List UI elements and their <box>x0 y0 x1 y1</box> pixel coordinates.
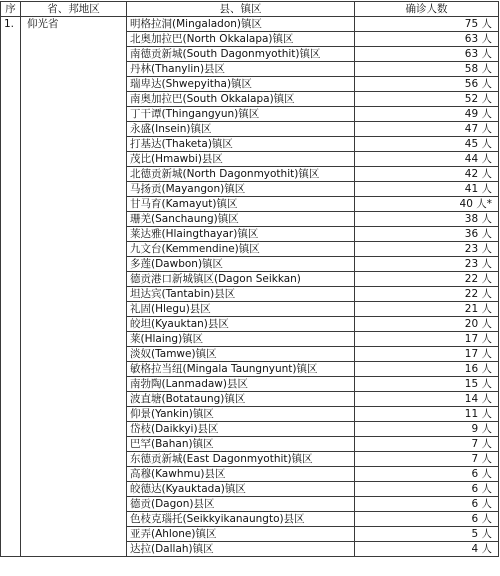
cell-seq <box>1 422 21 437</box>
cell-count: 23 人 <box>355 242 499 257</box>
cell-count: 17 人 <box>355 332 499 347</box>
table-row <box>1 77 499 92</box>
table-header <box>1 2 499 17</box>
cell-seq <box>1 497 21 512</box>
cell-count: 14 人 <box>355 392 499 407</box>
table-row <box>1 482 499 497</box>
cell-seq <box>1 362 21 377</box>
table-row <box>1 377 499 392</box>
cell-province <box>21 32 127 47</box>
cell-township: 北德贡新城(North Dagonmyothit)镇区 <box>127 167 355 182</box>
table-row <box>1 107 499 122</box>
cell-seq <box>1 182 21 197</box>
cell-province <box>21 467 127 482</box>
table-row <box>1 437 499 452</box>
cell-seq <box>1 92 21 107</box>
cell-seq <box>1 167 21 182</box>
cell-township: 丹林(Thanylin)县区 <box>127 62 355 77</box>
cell-count: 5 人 <box>355 527 499 542</box>
cell-township: 高穆(Kawhmu)县区 <box>127 467 355 482</box>
cell-township: 淡奴(Tamwe)镇区 <box>127 347 355 362</box>
cell-count: 49 人 <box>355 107 499 122</box>
cell-township: 马扬贡(Mayangon)镇区 <box>127 182 355 197</box>
cell-province <box>21 92 127 107</box>
cell-township: 坦达宾(Tantabin)县区 <box>127 287 355 302</box>
table-row <box>1 392 499 407</box>
cell-count: 45 人 <box>355 137 499 152</box>
cell-seq <box>1 377 21 392</box>
cell-township: 永盛(Insein)镇区 <box>127 122 355 137</box>
table-row <box>1 257 499 272</box>
cell-seq <box>1 317 21 332</box>
cell-province <box>21 272 127 287</box>
table-row <box>1 47 499 62</box>
cell-count: 9 人 <box>355 422 499 437</box>
document-page <box>0 1 498 557</box>
table-row <box>1 122 499 137</box>
cell-seq <box>1 392 21 407</box>
cell-township: 敏格拉当纽(Mingala Taungnyunt)镇区 <box>127 362 355 377</box>
cell-province <box>21 527 127 542</box>
cell-seq <box>1 122 21 137</box>
cell-seq <box>1 302 21 317</box>
cell-province <box>21 257 127 272</box>
cell-seq <box>1 107 21 122</box>
table-row <box>1 467 499 482</box>
cell-province <box>21 317 127 332</box>
table-row <box>1 527 499 542</box>
cell-seq <box>1 47 21 62</box>
cell-seq <box>1 512 21 527</box>
cell-seq <box>1 287 21 302</box>
cell-count: 23 人 <box>355 257 499 272</box>
table-row <box>1 422 499 437</box>
cell-province <box>21 62 127 77</box>
cell-province <box>21 452 127 467</box>
cell-township: 南奥加拉巴(South Okkalapa)镇区 <box>127 92 355 107</box>
cell-township: 甘马育(Kamayut)镇区 <box>127 197 355 212</box>
cell-province <box>21 47 127 62</box>
cell-seq <box>1 272 21 287</box>
table-row <box>1 452 499 467</box>
cell-province <box>21 227 127 242</box>
cell-count: 6 人 <box>355 512 499 527</box>
cell-province <box>21 347 127 362</box>
cell-seq <box>1 257 21 272</box>
cell-count: 6 人 <box>355 482 499 497</box>
cell-province <box>21 407 127 422</box>
table-row <box>1 137 499 152</box>
cell-count: 4 人 <box>355 542 499 557</box>
cell-township: 礼固(Hlegu)县区 <box>127 302 355 317</box>
cell-province <box>21 152 127 167</box>
cell-province <box>21 242 127 257</box>
cell-count: 63 人 <box>355 32 499 47</box>
cell-province <box>21 422 127 437</box>
table-row <box>1 182 499 197</box>
cell-province <box>21 107 127 122</box>
cell-seq <box>1 332 21 347</box>
cell-township: 巴罕(Bahan)镇区 <box>127 437 355 452</box>
cell-province <box>21 137 127 152</box>
table-row <box>1 542 499 557</box>
cell-township: 明格拉洞(Mingaladon)镇区 <box>127 17 355 32</box>
cell-province <box>21 287 127 302</box>
cell-township: 皎坦(Kyauktan)县区 <box>127 317 355 332</box>
cell-township: 仰景(Yankin)镇区 <box>127 407 355 422</box>
table-row <box>1 272 499 287</box>
cell-count: 11 人 <box>355 407 499 422</box>
cell-township: 九文台(Kemmendine)镇区 <box>127 242 355 257</box>
table-row <box>1 167 499 182</box>
cell-province <box>21 167 127 182</box>
cell-seq <box>1 347 21 362</box>
table-row <box>1 287 499 302</box>
header-row <box>1 2 499 17</box>
cell-count: 6 人 <box>355 497 499 512</box>
cell-count: 6 人 <box>355 467 499 482</box>
cell-province <box>21 77 127 92</box>
cell-township: 岱枝(Daikkyi)县区 <box>127 422 355 437</box>
cell-seq <box>1 452 21 467</box>
header-province: 省、邦地区 <box>21 2 127 17</box>
cell-province <box>21 392 127 407</box>
cell-count: 47 人 <box>355 122 499 137</box>
table-row <box>1 302 499 317</box>
cell-township: 打基达(Thaketa)镇区 <box>127 137 355 152</box>
cell-count: 36 人 <box>355 227 499 242</box>
cell-township: 丁干谭(Thingangyun)镇区 <box>127 107 355 122</box>
cell-province <box>21 437 127 452</box>
cell-province <box>21 212 127 227</box>
cell-township: 德贡(Dagon)县区 <box>127 497 355 512</box>
table-row <box>1 197 499 212</box>
cell-count: 16 人 <box>355 362 499 377</box>
cell-province <box>21 482 127 497</box>
table-row <box>1 347 499 362</box>
table-row <box>1 92 499 107</box>
cell-township: 南德贡新城(South Dagonmyothit)镇区 <box>127 47 355 62</box>
cell-count: 38 人 <box>355 212 499 227</box>
cell-township: 珊羌(Sanchaung)镇区 <box>127 212 355 227</box>
cell-count: 21 人 <box>355 302 499 317</box>
cell-seq <box>1 227 21 242</box>
cell-count: 75 人 <box>355 17 499 32</box>
cell-seq <box>1 407 21 422</box>
cell-seq <box>1 137 21 152</box>
table-row <box>1 497 499 512</box>
cell-province <box>21 302 127 317</box>
cell-township: 色枝克瑙托(Seikkyikanaungto)县区 <box>127 512 355 527</box>
cell-province <box>21 497 127 512</box>
cell-province <box>21 512 127 527</box>
header-township: 县、镇区 <box>127 2 355 17</box>
cell-seq <box>1 437 21 452</box>
header-seq: 序 <box>1 2 21 17</box>
cell-township: 茂比(Hmawbi)县区 <box>127 152 355 167</box>
cell-seq <box>1 32 21 47</box>
cell-township: 莱达雅(Hlaingthayar)镇区 <box>127 227 355 242</box>
cell-province <box>21 182 127 197</box>
cell-count: 22 人 <box>355 287 499 302</box>
cell-province <box>21 362 127 377</box>
cell-township: 瑞卑达(Shwepyitha)镇区 <box>127 77 355 92</box>
cell-township: 莱(Hlaing)镇区 <box>127 332 355 347</box>
cell-seq <box>1 197 21 212</box>
cell-township: 达拉(Dallah)镇区 <box>127 542 355 557</box>
cell-seq <box>1 542 21 557</box>
cell-township: 波直塘(Botataung)镇区 <box>127 392 355 407</box>
cell-seq <box>1 152 21 167</box>
cell-seq <box>1 242 21 257</box>
cell-township: 东德贡新城(East Dagonmyothit)镇区 <box>127 452 355 467</box>
table-row <box>1 242 499 257</box>
cell-seq <box>1 212 21 227</box>
cell-count: 7 人 <box>355 437 499 452</box>
table-row <box>1 362 499 377</box>
cell-province <box>21 122 127 137</box>
cell-count: 41 人 <box>355 182 499 197</box>
cell-township: 德贡港口新城镇区(Dagon Seikkan) <box>127 272 355 287</box>
cell-township: 南勃陶(Lanmadaw)县区 <box>127 377 355 392</box>
cell-seq <box>1 62 21 77</box>
table-row <box>1 32 499 47</box>
cell-count: 44 人 <box>355 152 499 167</box>
cell-seq <box>1 482 21 497</box>
cell-count: 63 人 <box>355 47 499 62</box>
cell-province: 仰光省 <box>21 17 127 32</box>
cell-township: 亚弄(Ahlone)镇区 <box>127 527 355 542</box>
cell-seq <box>1 527 21 542</box>
table-row <box>1 227 499 242</box>
table-row <box>1 212 499 227</box>
table-body <box>1 17 499 557</box>
cell-seq <box>1 77 21 92</box>
cell-count: 17 人 <box>355 347 499 362</box>
table-row <box>1 152 499 167</box>
table-row <box>1 317 499 332</box>
header-count: 确诊人数 <box>355 2 499 17</box>
cell-count: 15 人 <box>355 377 499 392</box>
table-row <box>1 512 499 527</box>
cell-count: 40 人* <box>355 197 499 212</box>
cell-seq <box>1 467 21 482</box>
cell-province <box>21 332 127 347</box>
table-row <box>1 17 499 32</box>
cases-table <box>0 1 499 557</box>
cell-count: 56 人 <box>355 77 499 92</box>
table-row <box>1 62 499 77</box>
cell-township: 多莲(Dawbon)镇区 <box>127 257 355 272</box>
cell-count: 52 人 <box>355 92 499 107</box>
cell-province <box>21 197 127 212</box>
cell-township: 皎德达(Kyauktada)镇区 <box>127 482 355 497</box>
cell-count: 58 人 <box>355 62 499 77</box>
cell-province <box>21 377 127 392</box>
cell-province <box>21 542 127 557</box>
cell-count: 42 人 <box>355 167 499 182</box>
table-row <box>1 407 499 422</box>
table-row <box>1 332 499 347</box>
cell-count: 22 人 <box>355 272 499 287</box>
cell-count: 7 人 <box>355 452 499 467</box>
cell-count: 20 人 <box>355 317 499 332</box>
cell-seq: 1. <box>1 17 21 32</box>
cell-township: 北奥加拉巴(North Okkalapa)镇区 <box>127 32 355 47</box>
